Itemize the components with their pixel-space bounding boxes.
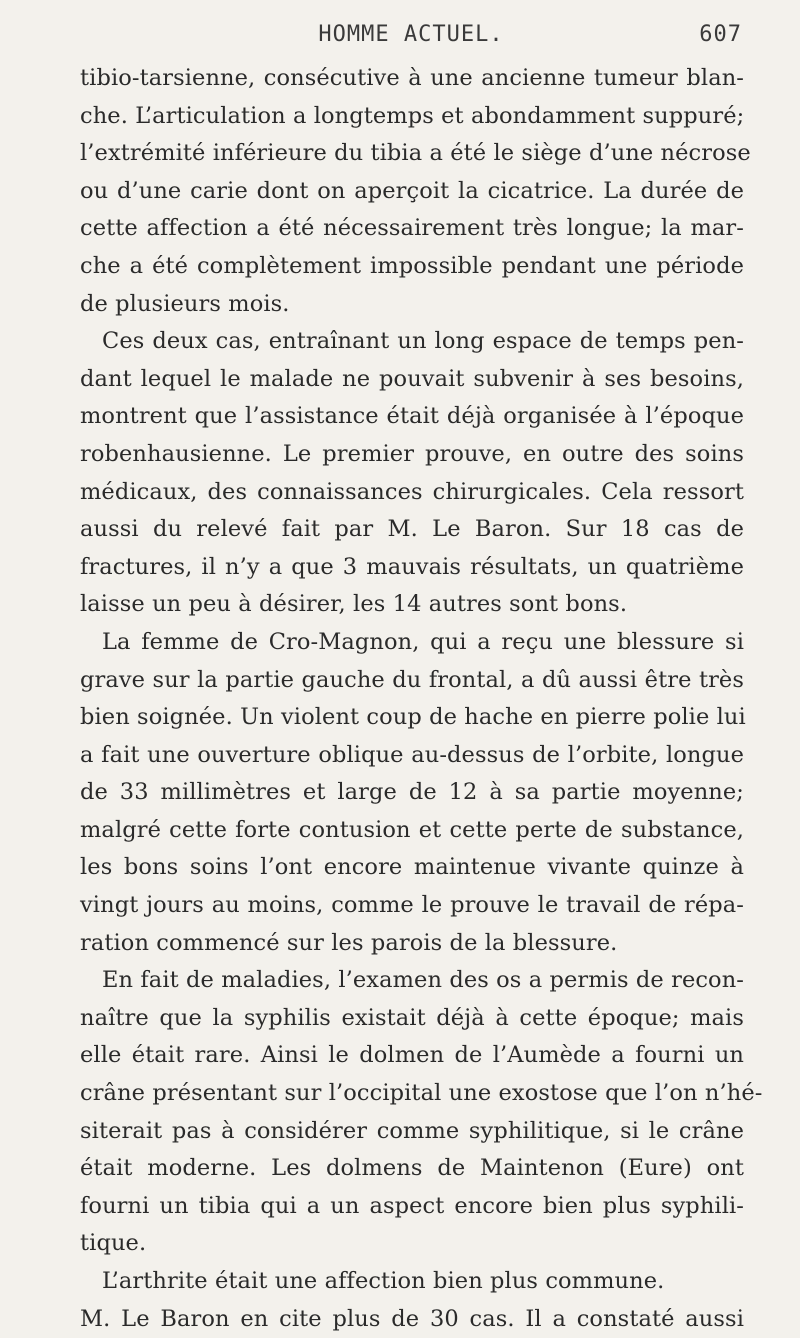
text-line: grave sur la partie gauche du frontal, a dû aussi être très [80,666,744,693]
text-line: fractures, il n’y a que 3 mauvais résultats, un quatrième [80,553,744,580]
text-line: l’extrémité inférieure du tibia a été le siège d’une nécrose [80,140,751,167]
text-line: était moderne. Les dolmens de Maintenon (Eure) ont [80,1155,744,1182]
text-line: crâne présentant sur l’occipital une exostose que l’on n’hé- [80,1080,763,1107]
text-line: fourni un tibia qui a un aspect encore bien plus syphili- [80,1192,744,1219]
page-number: 607 [699,22,742,47]
text-line: naître que la syphilis existait déjà à cette époque; mais [80,1004,744,1031]
text-line: bien soignée. Un violent coup de hache en pierre polie lui [80,704,746,731]
text-line: En fait de maladies, l’examen des os a permis de recon- [102,967,744,994]
text-line: aussi du relevé fait par M. Le Baron. Sur 18 cas de [80,516,744,543]
text-line: La femme de Cro-Magnon, qui a reçu une blessure si [102,628,744,655]
text-line: che a été complètement impossible pendant une période [80,252,744,279]
text-line: ration commencé sur les parois de la blessure. [80,929,618,956]
text-line: de 33 millimètres et large de 12 à sa partie moyenne; [80,779,744,806]
body-text [80,60,763,1338]
text-line: dant lequel le malade ne pouvait subvenir à ses besoins, [80,365,744,392]
text-line: Ces deux cas, entraînant un long espace de temps pen- [102,328,744,355]
text-line: laisse un peu à désirer, les 14 autres sont bons. [80,591,628,618]
text-line: médicaux, des connaissances chirurgicales. Cela ressort [80,478,744,505]
page-header [80,22,742,54]
text-line: siterait pas à considérer comme syphilitique, si le crâne [80,1117,744,1144]
running-title: HOMME ACTUEL. [318,22,504,47]
text-line: elle était rare. Ainsi le dolmen de l’Aumède a fourni un [80,1042,744,1069]
text-line: L’arthrite était une affection bien plus commune. [102,1268,665,1294]
text-line: che. L’articulation a longtemps et abondamment suppuré; [80,102,745,129]
text-line: ou d’une carie dont on aperçoit la cicatrice. La durée de [80,177,744,204]
text-line: de plusieurs mois. [80,290,290,317]
text-line: tique. [80,1230,147,1257]
text-line: malgré cette forte contusion et cette perte de substance, [80,816,744,843]
text-line: M. Le Baron en cite plus de 30 cas. Il a constaté aussi [80,1305,744,1332]
text-line: robenhausienne. Le premier prouve, en outre des soins [80,440,744,467]
text-line: a fait une ouverture oblique au-dessus de l’orbite, longue [80,741,744,768]
text-line: montrent que l’assistance était déjà organisée à l’époque [80,403,744,430]
text-line: les bons soins l’ont encore maintenue vivante quinze à [80,854,744,881]
text-line: tibio-tarsienne, consécutive à une ancienne tumeur blan- [80,65,744,91]
text-line: cette affection a été nécessairement très longue; la mar- [80,215,744,242]
text-line: vingt jours au moins, comme le prouve le travail de répa- [80,892,744,919]
